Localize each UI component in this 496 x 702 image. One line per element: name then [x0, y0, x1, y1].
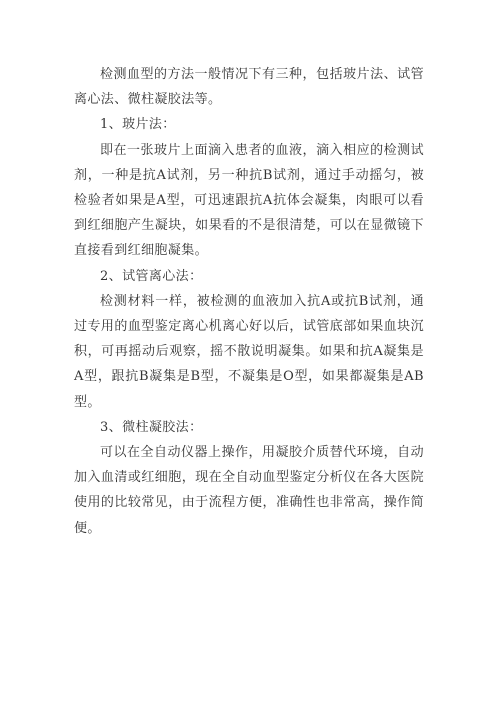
section-heading-slide-method: 1、玻片法：	[100, 117, 176, 133]
section-heading-tube-centrifuge-method: 2、试管离心法：	[100, 268, 203, 284]
section-heading-microcolumn-gel-method: 3、微柱凝胶法：	[100, 419, 203, 435]
document-body	[74, 62, 424, 541]
section-body-microcolumn-gel-method: 可以在全自动仪器上操作，用凝胶介质替代环境，自动加入血清或红细胞，现在全自动血型鉴定分析仪在各大医院使用的比较常见，由于流程方便，准确性也非常高，操作简便。	[74, 445, 424, 536]
intro-paragraph: 检测血型的方法一般情况下有三种，包括玻片法、试管离心法、微柱凝胶法等。	[74, 67, 424, 108]
section-body-slide-method: 即在一张玻片上面滴入患者的血液，滴入相应的检测试剂，一种是抗A试剂，另一种抗B试剂，通过手动摇匀，被检验者如果是A型，可迅速跟抗A抗体会凝集，肉眼可以看到红细胞产生凝块，如果看的不是很清楚，可以在显微镜下直接看到红细胞凝集。	[74, 142, 424, 259]
section-body-tube-centrifuge-method: 检测材料一样，被检测的血液加入抗A或抗B试剂，通过专用的血型鉴定离心机离心好以后，试管底部如果血块沉积，可再摇动后观察，摇不散说明凝集。如果和抗A凝集是A型，跟抗B凝集是B型，不凝集是O型，如果都凝集是AB型。	[74, 293, 424, 410]
